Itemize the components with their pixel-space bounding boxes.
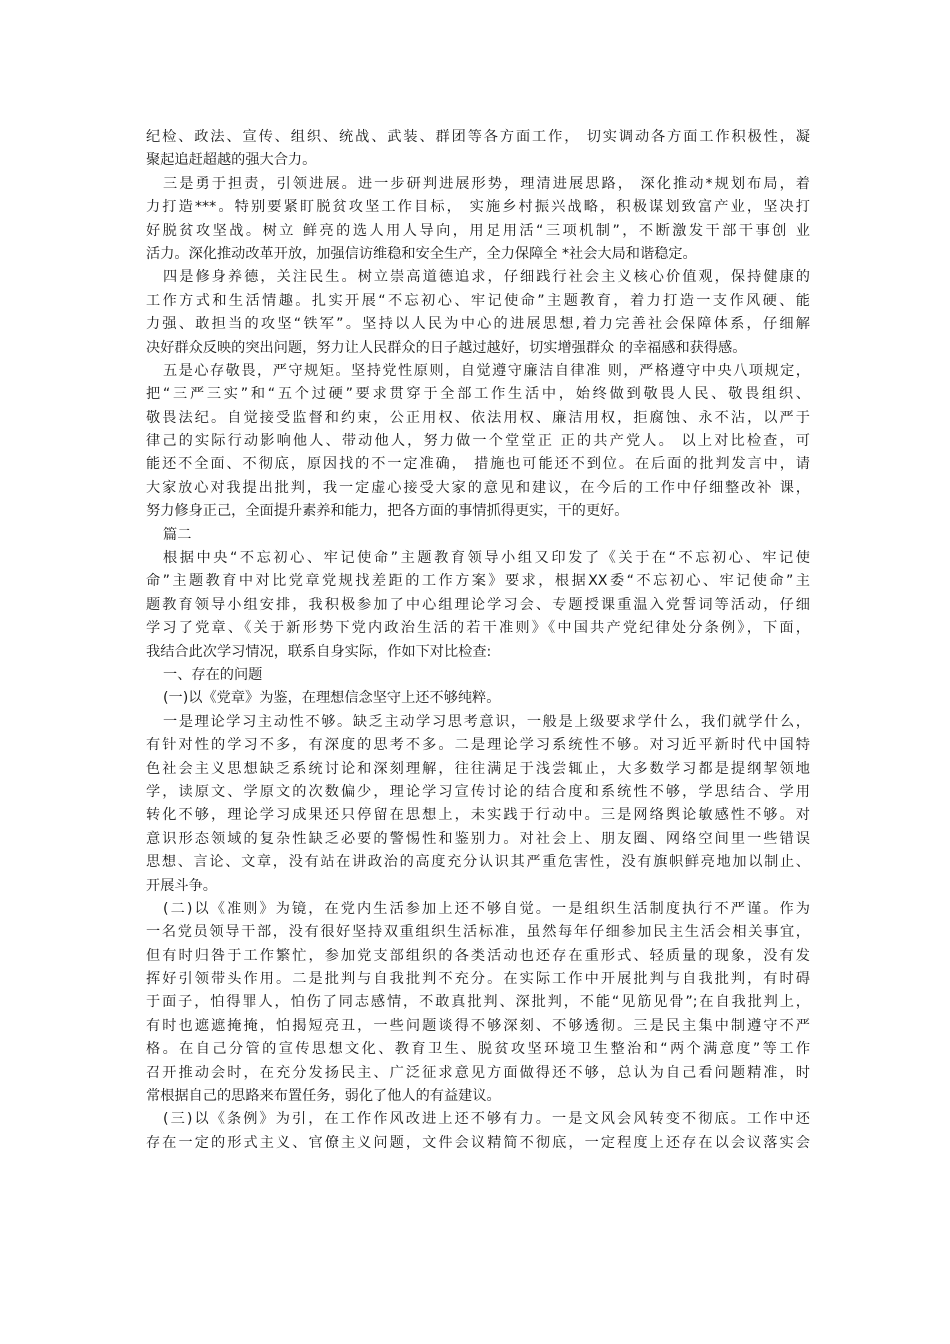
text-line: 力强、敢担当的攻坚“铁军”。坚持以人民为中心的进展思想,着力完善社会保障体系，仔细解: [146, 316, 810, 333]
text-line: (二)以《准则》为镜，在党内生活参加上还不够自觉。一是组织生活制度执行不严谨。作为: [163, 900, 810, 917]
text-line: 努力修身正己，全面提升素养和能力，把各方面的事情抓得更实，干的更好。: [146, 503, 629, 520]
text-line: 四是修身养德，关注民生。树立崇高道德追求，仔细践行社会主义核心价值观，保持健康的: [163, 269, 810, 286]
document-page: [146, 126, 810, 1155]
text-line: 敬畏法纪。自觉接受监督和约束，公正用权、依法用权、廉洁用权，拒腐蚀、永不沾，以严于: [146, 409, 810, 426]
text-line: 根据中央“不忘初心、牢记使命”主题教育领导小组又印发了《关于在“不忘初心、牢记使: [163, 550, 810, 567]
text-line: 命”主题教育中对比党章党规找差距的工作方案》要求，根据XX委“不忘初心、牢记使命”主: [146, 573, 810, 590]
text-line: 格。在自己分管的宣传思想文化、教育卫生、脱贫攻坚环境卫生整治和“两个满意度”等工作: [146, 1041, 810, 1058]
text-line: 常根据自己的思路来布置任务，弱化了他人的有益建议。: [146, 1088, 501, 1105]
text-line: 好脱贫攻坚战。树立 鲜亮的选人用人导向，用足用活“三项机制”，不断激发干部干事创 业: [146, 222, 810, 239]
text-line: (三)以《条例》为引，在工作作风改进上还不够有力。一是文风会风转变不彻底。工作中还: [163, 1111, 810, 1128]
text-line: 纪检、政法、宣传、组织、统战、武装、群团等各方面工作， 切实调动各方面工作积极性，凝: [146, 129, 810, 145]
text-line: 转化不够，理论学习成果还只停留在思想上，未实践于行动中。三是网络舆论敏感性不够。对: [146, 807, 810, 824]
text-line: 但有时归咎于工作繁忙，参加党支部组织的各类活动也还存在重形式、轻质量的现象，没有发: [146, 947, 810, 964]
text-line: 把“三严三实”和“五个过硬”要求贯穿于全部工作生活中，始终做到敬畏人民、敬畏组织、: [146, 386, 810, 403]
text-line: 有针对性的学习不多，有深度的思考不多。二是理论学习系统性不够。对习近平新时代中国特: [146, 737, 810, 754]
text-line: 思想、言论、文章，没有站在讲政治的高度充分认识其严重危害性，没有旗帜鲜亮地加以制止、: [146, 854, 810, 871]
text-line: 律己的实际行动影响他人、带动他人，努力做一个堂堂正 正的共产党人。 以上对比检查，可: [146, 433, 810, 450]
text-line: 存在一定的形式主义、官僚主义问题，文件会议精简不彻底，一定程度上还存在以会议落实会: [146, 1134, 810, 1151]
text-line: 决好群众反映的突出问题，努力让人民群众的日子越过越好，切实增强群众 的幸福感和获得感。: [146, 339, 747, 356]
text-line: 学习了党章、《关于新形势下党内政治生活的若干准则》《中国共产党纪律处分条例》，下面，: [146, 620, 810, 637]
text-line: 挥好引领带头作用。二是批判与自我批判不充分。在实际工作中开展批判与自我批判，有时碍: [146, 971, 810, 988]
text-line: 工作方式和生活情趣。扎实开展“不忘初心、牢记使命”主题教育，着力打造一支作风硬、能: [146, 292, 810, 309]
text-line: 开展斗争。: [146, 877, 217, 894]
text-line: 一是理论学习主动性不够。缺乏主动学习思考意识，一般是上级要求学什么，我们就学什么，: [163, 713, 810, 730]
text-line: 能还不全面、不彻底，原因找的不一定准确， 措施也可能还不到位。在后面的批判发言中，请: [146, 456, 810, 473]
text-line: (一)以《党章》为鉴，在理想信念坚守上还不够纯粹。: [163, 690, 501, 707]
text-line: 大家放心对我提出批判，我一定虚心接受大家的意见和建议，在今后的工作中仔细整改补 课，: [146, 479, 810, 496]
text-line: 一、存在的问题: [163, 666, 263, 683]
text-line: 有时也遮遮掩掩，怕揭短亮丑，一些问题谈得不够深刻、不够透彻。三是民主集中制遵守不严: [146, 1017, 810, 1034]
text-line: 学，读原文、学原文的次数偏少，理论学习宣传讨论的结合度和系统性不够，学思结合、学用: [146, 783, 810, 800]
text-line: 题教育领导小组安排，我积极参加了中心组理论学习会、专题授课重温入党誓词等活动，仔细: [146, 596, 810, 613]
text-line: 力打造***。特别要紧盯脱贫攻坚工作目标， 实施乡村振兴战略，积极谋划致富产业，坚决打: [146, 199, 810, 216]
text-line: 五是心存敬畏，严守规矩。坚持党性原则，自觉遵守廉洁自律准 则，严格遵守中央八项规定，: [163, 362, 810, 379]
text-line: 于面子，怕得罪人，怕伤了同志感情，不敢真批判、深批判，不能“见筋见骨”;在自我批判上，: [146, 994, 810, 1011]
text-line: 活力。深化推动改革开放，加强信访维稳和安全生产，全力保障全 *社会大局和谐稳定。: [146, 245, 697, 262]
text-line: 召开推动会时，在充分发扬民主、广泛征求意见方面做得还不够，总认为自己看问题精准，时: [146, 1064, 810, 1081]
text-line: 意识形态领域的复杂性缺乏必要的警惕性和鉴别力。对社会上、朋友圈、网络空间里一些错误: [146, 830, 810, 847]
text-line: 色社会主义思想缺乏系统讨论和深刻理解，往往满足于浅尝辄止，大多数学习都是提纲挈领地: [146, 760, 810, 777]
text-line: 三是勇于担责，引领进展。进一步研判进展形势，理清进展思路， 深化推动*规划布局，着: [163, 175, 810, 192]
text-line: 聚起追赶超越的强大合力。: [146, 152, 317, 169]
text-line: 我结合此次学习情况，联系自身实际，作如下对比检查:: [146, 643, 492, 660]
text-line: 一名党员领导干部，没有很好坚持双重组织生活标准，虽然每年仔细参加民主生活会相关事宜，: [146, 924, 810, 941]
text-line: 篇二: [163, 526, 192, 543]
